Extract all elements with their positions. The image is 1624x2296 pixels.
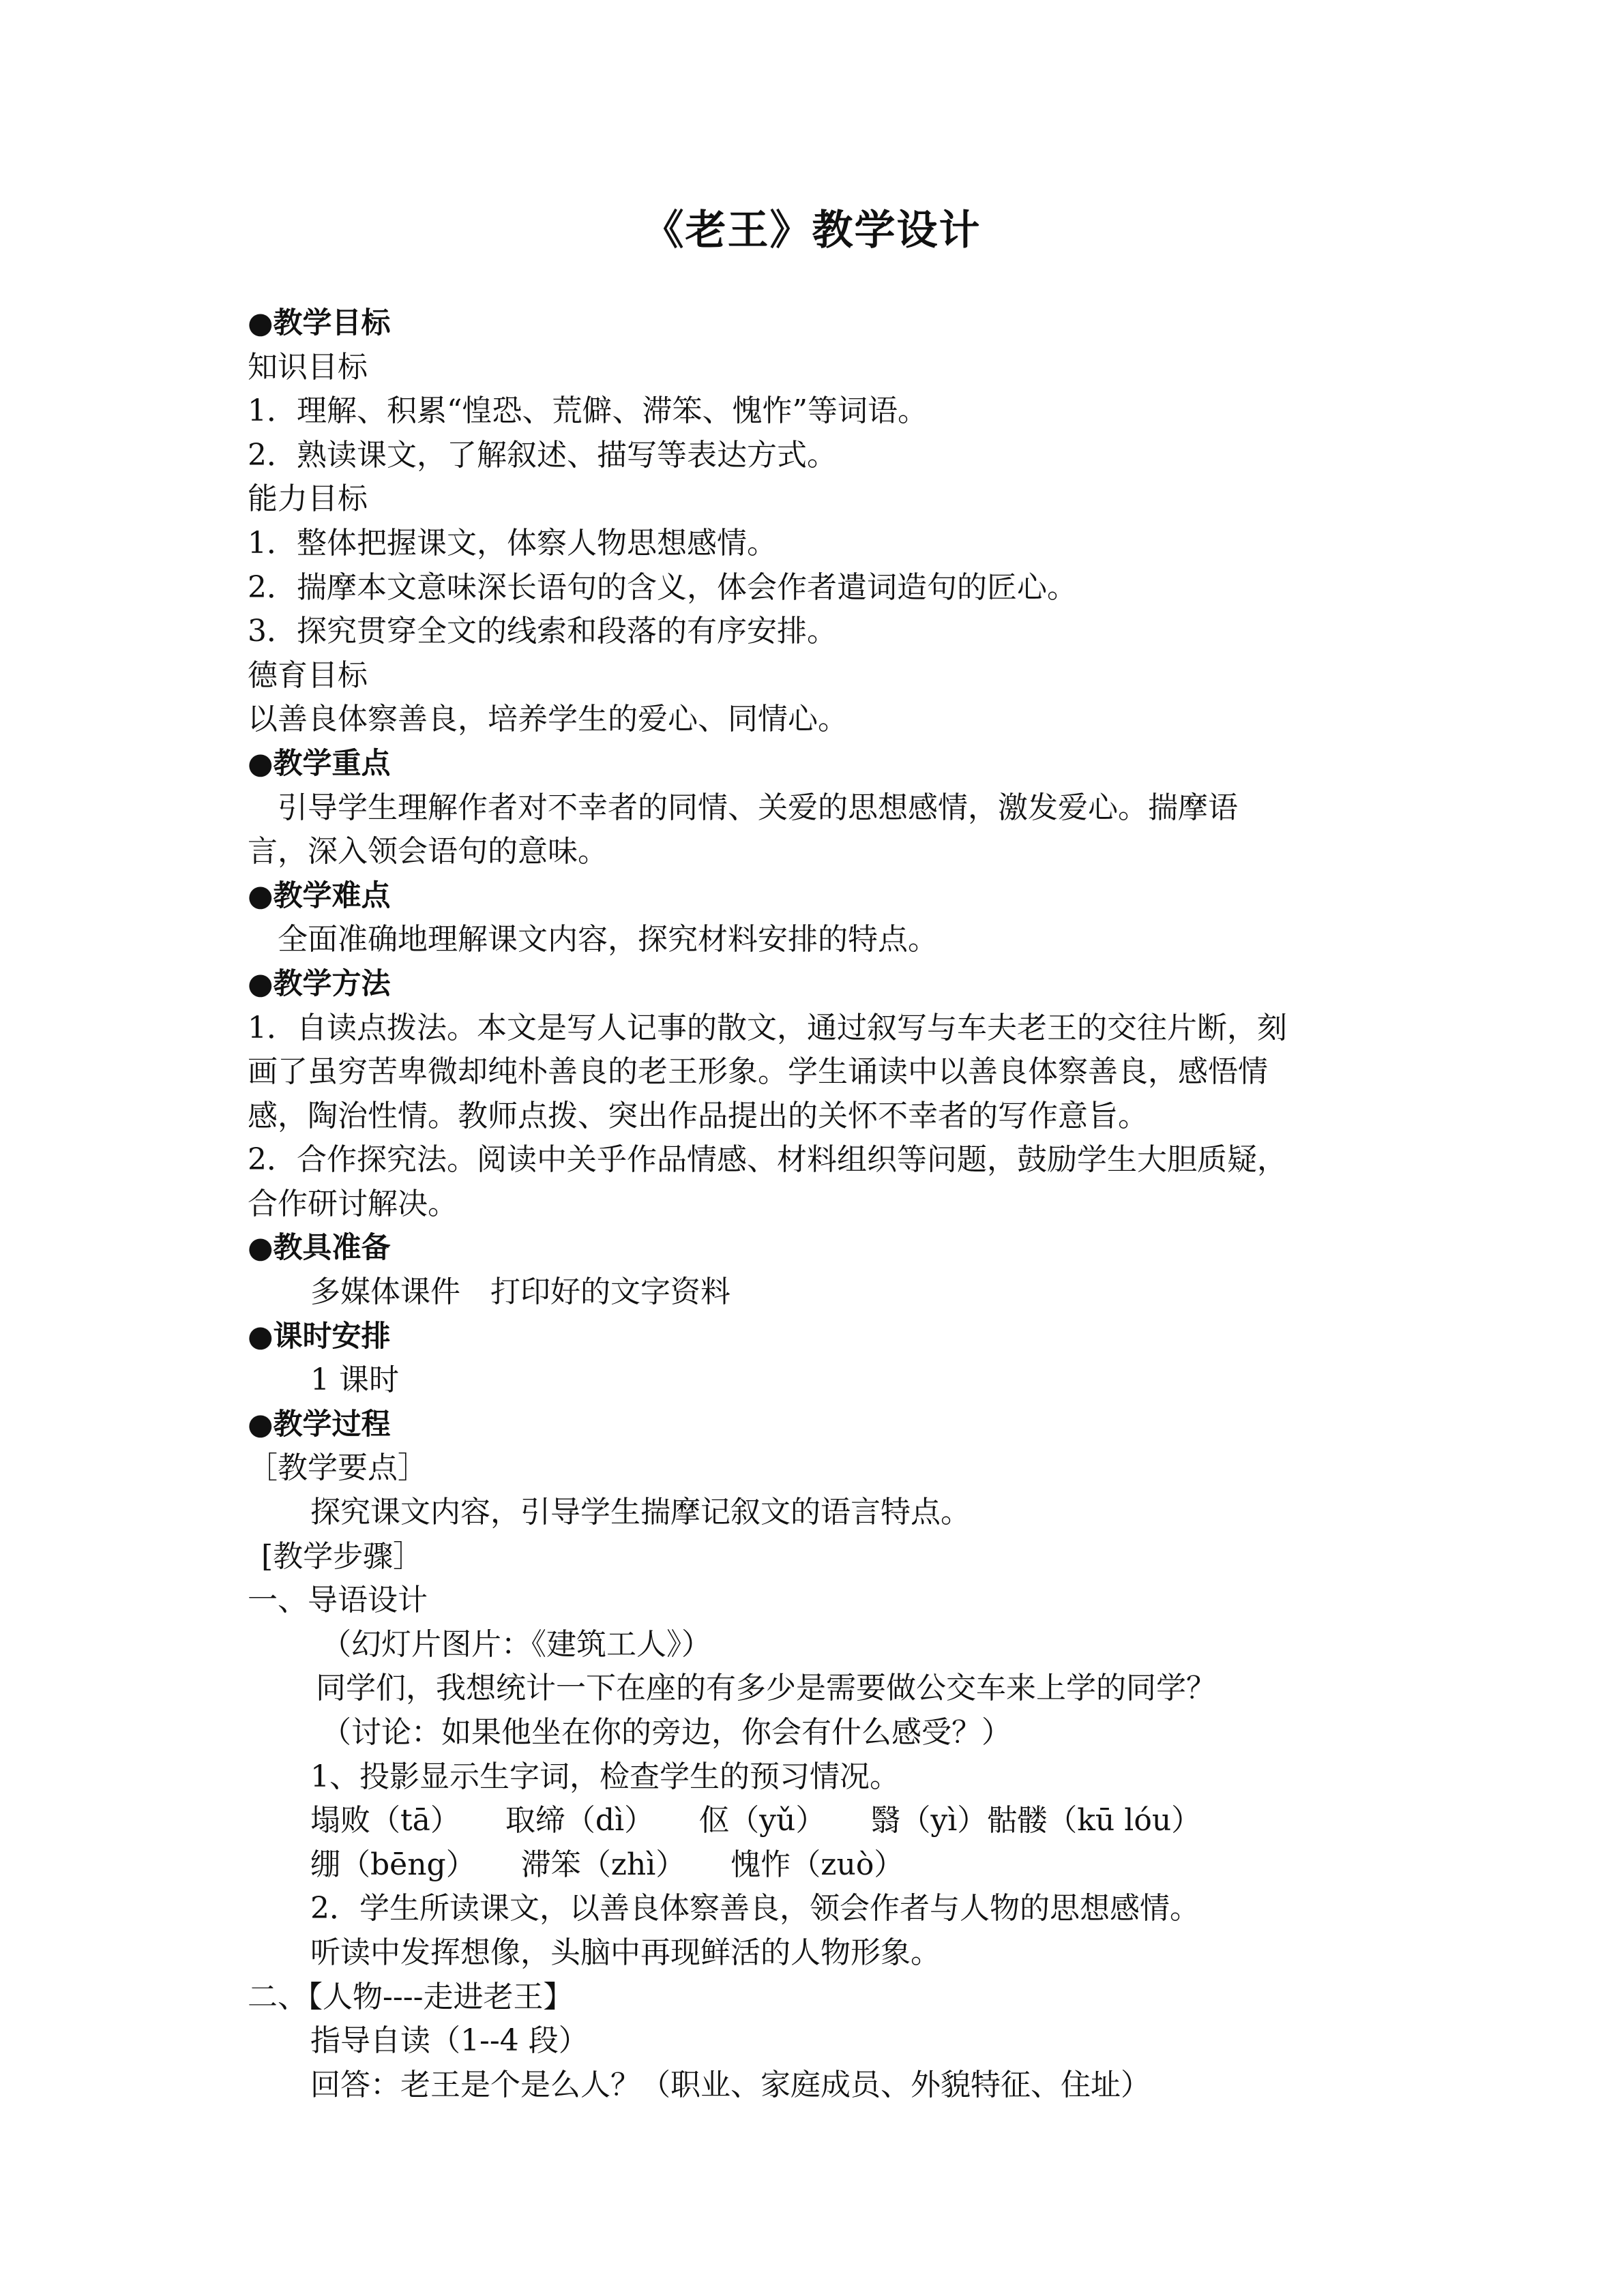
text-line: 多媒体课件 打印好的文字资料 xyxy=(310,1274,730,1310)
pinyin-line: 塌败（tā） 取缔（dì） 伛（yǔ） 翳（yì）骷髅（kū lóu） xyxy=(310,1803,1202,1838)
subheading-moral: 德育目标 xyxy=(248,657,368,693)
text-line: 感，陶治性情。教师点拨、突出作品提出的关怀不幸者的写作意旨。 xyxy=(248,1098,1148,1133)
text-line: 回答：老王是个是么人？（职业、家庭成员、外貌特征、住址） xyxy=(310,2067,1151,2102)
document-body xyxy=(248,301,1407,2107)
section-heading-key-points: ●教学重点 xyxy=(248,746,391,781)
section-heading-materials: ●教具准备 xyxy=(248,1231,391,1266)
document-title: 《老王》教学设计 xyxy=(643,207,981,254)
section-heading-schedule: ●课时安排 xyxy=(248,1319,391,1354)
section-heading-difficulties: ●教学难点 xyxy=(248,878,391,913)
text-line: 1．理解、积累“惶恐、荒僻、滞笨、愧怍”等词语。 xyxy=(248,393,928,429)
text-line: 1．整体把握课文，体察人物思想感情。 xyxy=(248,525,777,561)
text-line: 2．熟读课文，了解叙述、描写等表达方式。 xyxy=(248,437,837,473)
pinyin-line: 绷（bēng） 滞笨（zhì） 愧怍（zuò） xyxy=(310,1847,904,1882)
section-heading-methods: ●教学方法 xyxy=(248,966,391,1001)
text-line: 1．自读点拨法。本文是写人记事的散文，通过叙写与车夫老王的交往片断，刻 xyxy=(248,1010,1287,1045)
subheading-knowledge: 知识目标 xyxy=(248,349,368,385)
text-line: 1 课时 xyxy=(310,1362,399,1398)
text-line: 引导学生理解作者对不幸者的同情、关爱的思想感情，激发爱心。揣摩语 xyxy=(278,790,1238,825)
section-heading-process: ●教学过程 xyxy=(248,1407,391,1442)
text-line: 以善良体察善良，培养学生的爱心、同情心。 xyxy=(248,702,848,737)
text-line: 1、投影显示生字词，检查学生的预习情况。 xyxy=(310,1759,900,1794)
text-line: 合作研讨解决。 xyxy=(248,1186,458,1221)
text-line: 二、【人物----走进老王】 xyxy=(248,1979,574,2014)
text-line: 2．学生所读课文，以善良体察善良，领会作者与人物的思想感情。 xyxy=(310,1891,1200,1926)
section-heading-objectives: ●教学目标 xyxy=(248,306,391,340)
text-line: 画了虽穷苦卑微却纯朴善良的老王形象。学生诵读中以善良体察善良，感悟情 xyxy=(248,1054,1268,1090)
subheading-ability: 能力目标 xyxy=(248,481,368,517)
text-line: 探究课文内容，引导学生揣摩记叙文的语言特点。 xyxy=(310,1495,971,1530)
text-line: 全面准确地理解课文内容，探究材料安排的特点。 xyxy=(278,922,938,957)
text-line: [教学步骤］ xyxy=(261,1538,424,1574)
text-line: （讨论：如果他坐在你的旁边，你会有什么感受？） xyxy=(321,1715,1012,1750)
text-line: 听读中发挥想像，头脑中再现鲜活的人物形象。 xyxy=(310,1935,941,1970)
text-line: 3．探究贯穿全文的线索和段落的有序安排。 xyxy=(248,614,837,649)
text-line: 指导自读（1--4 段） xyxy=(310,2023,589,2059)
text-line: 一、导语设计 xyxy=(248,1583,428,1618)
text-line: 同学们，我想统计一下在座的有多少是需要做公交车来上学的同学？ xyxy=(316,1671,1216,1706)
text-line: ［教学要点］ xyxy=(248,1450,428,1486)
text-line: 2．揣摩本文意味深长语句的含义，体会作者遣词造句的匠心。 xyxy=(248,569,1077,605)
text-line: 2．合作探究法。阅读中关乎作品情感、材料组织等问题，鼓励学生大胆质疑， xyxy=(248,1142,1287,1178)
text-line: 言，深入领会语句的意味。 xyxy=(248,834,608,869)
text-line: （幻灯片图片：《建筑工人》） xyxy=(321,1626,711,1662)
